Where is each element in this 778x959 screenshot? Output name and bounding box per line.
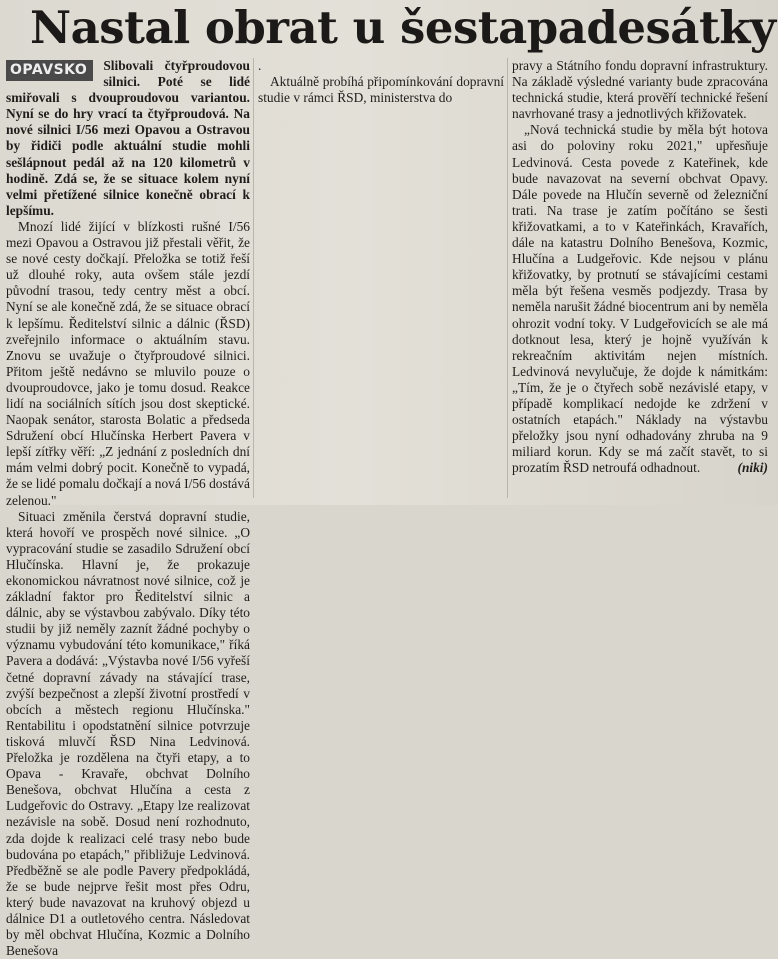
region-tag: OPAVSKO (6, 60, 93, 81)
headline: Nastal obrat u šestapadesátky (30, 1, 776, 54)
paragraph-4-text: „Nová technická studie by měla být hotova asi do poloviny roku 2021," upřesňuje Ledvinová. Cesta povede z Kateřinek, kde bude navazovat na severní obchvat Opavy. Dále povede na Hlučín severně od železniční trati. Na trase je zatím počítáno se šesti křižovatkami, a to v Kateřinkách, Kravařích, dále na katastru Dolního Benešova, Kozmic, Hlučína a Ludgeřovic. Kde nejsou v plánu křižovatky, by protnutí se stávajícími cestami měla být řešena vesměs podjezdy. Trasa by neměla narušit žádné biocentrum ani by neměla ohrozit vodní toky. V Ludgeřovicích se ale má dotknout lesa, který je hojně využíván k rekreačním aktivitám nejen místních. Ledvinová nevylučuje, že dojde k námitkám: „Tím, že je o čtyřech sobě nezávislé etapy, v případě komplikací nedojde ke zdržení v ostatních etapách." Náklady na výstavbu přeložky jsou nyní odhadovány zhruba na 9 miliard korun. Kdy se má začít stavět, to si prozatím ŘSD netroufá odhadnout. (512, 122, 768, 476)
column-divider (507, 58, 508, 498)
column-2 (258, 58, 504, 106)
column-3 (512, 58, 768, 476)
paragraph-4 (512, 122, 768, 476)
lead-text: Slibovali čtyřproudovou silnici. Poté se lidé smiřovali s dvouproudovou variantou. Nyní se do hry vrací ta čtyřproudová. Na nové silnici I/56 mezi Opavou a Ostravou by řidiči podle aktuální studie mohli sešlápnout pedál až na 120 kilometrů v hodině. Zdá se, že se situace kolem nyní velmi přetížené silnice konečně obrací k lepšímu. (6, 58, 250, 218)
paragraph-2-cont: . (258, 58, 262, 73)
column-divider (253, 58, 254, 498)
paragraph-3-cont: pravy a Státního fondu dopravní infrastruktury. Na základě výsledné varianty bude zpracována technická studie, která prověří technické řešení navrhované trasy a jednotlivých křižovatek. (512, 58, 768, 122)
paragraph-3-start: Aktuálně probíhá připomínkování dopravní studie v rámci ŘSD, ministerstva do (258, 74, 504, 106)
column-1 (6, 58, 250, 959)
paragraph-1: Mnozí lidé žijící v blízkosti rušné I/56 mezi Opavou a Ostravou již přestali věřit, že se nové cesty dočkají. Přeložka se totiž řeší už dlouhé roky, auta ovšem stále jezdí původní trasou, tedy centry měst a obcí. Nyní se ale konečně zdá, že se situace obrací k lepšímu. Ředitelství silnic a dálnic (ŘSD) zveřejnilo informace o aktuálním stavu. Znovu se uvažuje o čtyřproudové silnici. Přitom ještě nedávno se mluvilo pouze o dvouproudovce, jako je tomu dosud. Reakce lidí na sociálních sítích jsou dost skeptické. Naopak senátor, starosta Bolatic a předseda Sdružení obcí Hlučínska Herbert Pavera v lepší zítřky věří: „Z jednání z posledních dní mám velmi dobrý pocit. Konečně to vypadá, že se lidé pomalu dočkají a nová I/56 dostává zelenou." (6, 218, 250, 508)
lead-paragraph (6, 58, 250, 219)
paragraph-2-start: Situaci změnila čerstvá dopravní studie, která hovoří ve prospěch nové silnice. „O vypracování studie se zasadilo Sdružení obcí Hlučínska. Hlavní je, že prokazuje ekonomickou návratnost nové silnice, což je základní faktor pro Ředitelství silnic a dálnic, aby se výstavbou zabývalo. Díky této studii by již neměly zaznít žádné pochyby o významu vybudování této komunikace," říká Pavera a dodává: „Výstavba nové I/56 vyřeší četné dopravní závady na stávající trase, zvýší bezpečnost a zlepší životní prostředí v obcích a městech regionu Hlučínska." Rentabilitu i opodstatnění silnice potvrzuje tisková mluvčí ŘSD Nina Ledvinová. Přeložka je rozdělena na čtyři etapy, a to Opava - Kravaře, obchvat Dolního Benešova, obchvat Hlučína a cesta z Ludgeřovic do Ostravy. „Etapy lze realizovat nezávisle na sobě. Dosud není rozhodnuto, zda dojde k realizaci celé trasy nebo bude budována po etapách," přibližuje Ledvinová. Předběžně se ale podle Pavery předpokládá, že se bude nejprve řešit most přes Odru, který bude navazovat na kruhový objezd u dálnice D1 a outletového centra. Následovat by měl obchvat Hlučína, Kozmic a Dolního Benešova (6, 508, 250, 959)
author-signature: (niki) (737, 460, 768, 476)
